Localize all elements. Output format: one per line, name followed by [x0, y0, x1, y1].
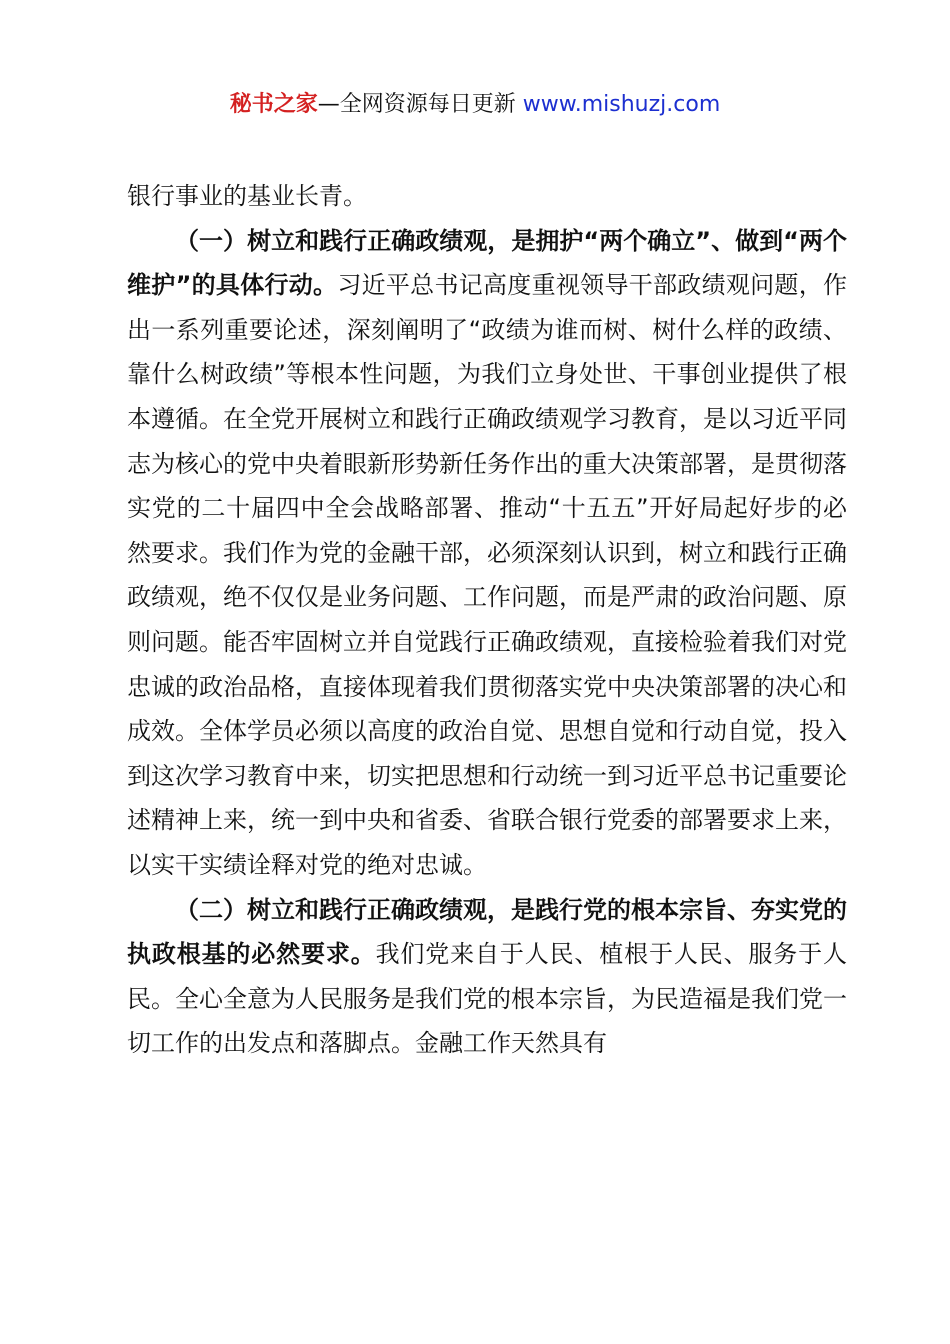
brand-name: 秘书之家: [229, 92, 318, 117]
document-body: [127, 174, 847, 1066]
section-paragraph-1: [127, 219, 847, 888]
header-tagline: —全网资源每日更新: [317, 92, 523, 117]
section-body-1: 习近平总书记高度重视领导干部政绩观问题，作出一系列重要论述，深刻阐明了“政绩为谁而树、树什么样的政绩、靠什么树政绩”等根本性问题，为我们立身处世、干事创业提供了根本遵循。在全党开展树立和践行正确政绩观学习教育，是以习近平同志为核心的党中央着眼新形势新任务作出的重大决策部署，是贯彻落实党的二十届四中全会战略部署、推动“十五五”开好局起好步的必然要求。我们作为党的金融干部，必须深刻认识到，树立和践行正确政绩观，绝不仅仅是业务问题、工作问题，而是严肃的政治问题、原则问题。能否牢固树立并自觉践行正确政绩观，直接检验着我们对党忠诚的政治品格，直接体现着我们贯彻落实党中央决策部署的决心和成效。全体学员必须以高度的政治自觉、思想自觉和行动自觉，投入到这次学习教育中来，切实把思想和行动统一到习近平总书记重要论述精神上来，统一到中央和省委、省联合银行党委的部署要求上来，以实干实绩诠释对党的绝对忠诚。: [127, 271, 847, 879]
section-paragraph-2: [127, 888, 847, 1066]
site-url-link[interactable]: www.mishuzj.com: [522, 92, 721, 117]
section-heading-1: （一）树立和践行正确政绩观，是拥护“两个确立”、做到“两个维护”的具体行动。: [127, 226, 847, 300]
continuation-paragraph: 银行事业的基业长青。: [127, 182, 367, 210]
site-header: [0, 88, 950, 122]
section-heading-2: （二）树立和践行正确政绩观，是践行党的根本宗旨、夯实党的执政根基的必然要求。: [127, 895, 847, 969]
section-body-2: 我们党来自于人民、植根于人民、服务于人民。全心全意为人民服务是我们党的根本宗旨，为民造福是我们党一切工作的出发点和落脚点。金融工作天然具有: [127, 940, 848, 1058]
